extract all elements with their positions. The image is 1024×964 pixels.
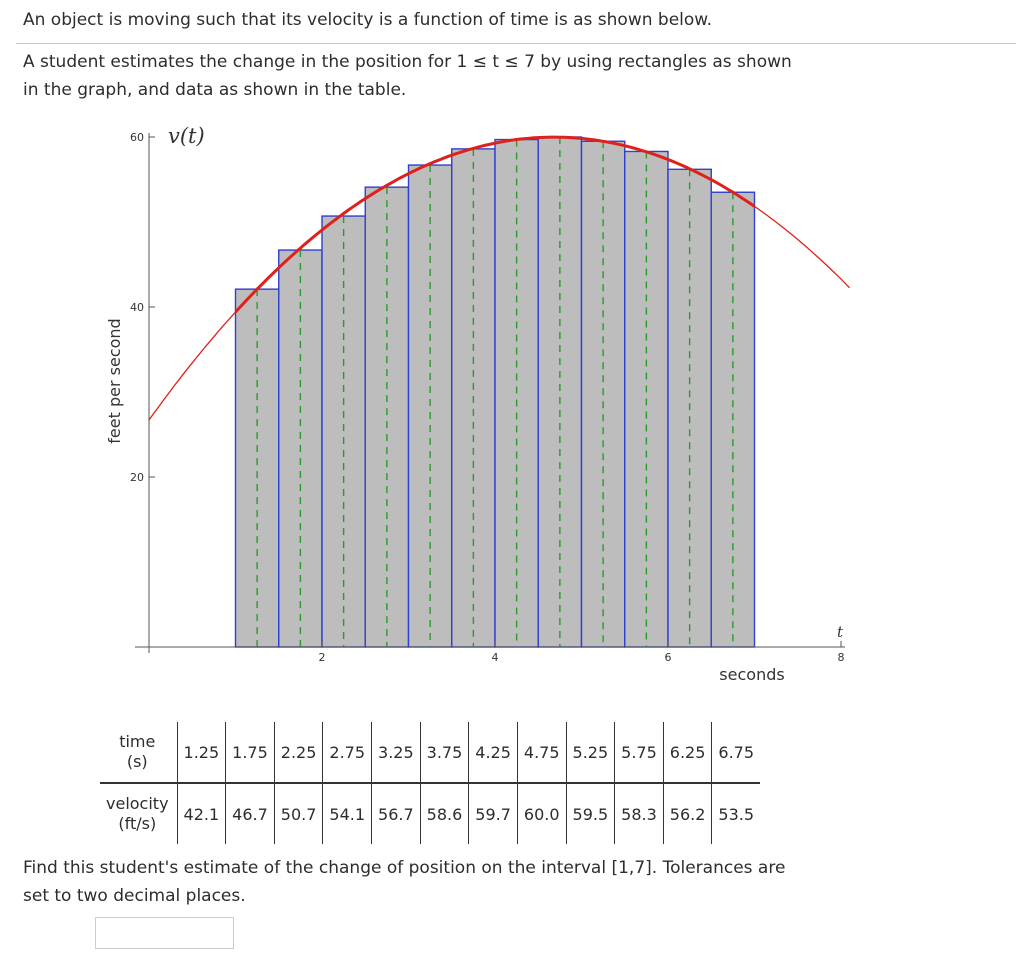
y-tick-label: 40	[130, 301, 144, 314]
y-axis-label: feet per second	[105, 318, 124, 444]
velocity-cell: 59.7	[469, 783, 518, 844]
x-tick-label: 4	[491, 651, 499, 664]
time-cell: 2.25	[274, 722, 323, 783]
velocity-cell: 50.7	[274, 783, 323, 844]
divider	[16, 43, 1016, 44]
velocity-cell: 56.2	[663, 783, 712, 844]
time-cell: 5.75	[615, 722, 664, 783]
x-tick-label: 8	[837, 651, 845, 664]
time-cell: 3.25	[372, 722, 421, 783]
y-tick-label: 60	[130, 131, 144, 144]
x-tick-label: 2	[318, 651, 326, 664]
velocity-cell: 58.6	[420, 783, 469, 844]
time-cell: 1.75	[226, 722, 275, 783]
velocity-unit: (ft/s)	[118, 814, 157, 833]
time-cell: 4.25	[469, 722, 518, 783]
time-cell: 2.75	[323, 722, 372, 783]
time-cell: 1.25	[177, 722, 226, 783]
velocity-cell: 46.7	[226, 783, 275, 844]
y-tick-label: 20	[130, 471, 144, 484]
time-cell: 6.75	[712, 722, 760, 783]
velocity-cell: 60.0	[517, 783, 566, 844]
problem-text-line-2: in the graph, and data as shown in the table.	[23, 80, 407, 100]
x-axis-label: seconds	[719, 665, 785, 684]
time-unit: (s)	[126, 752, 148, 771]
time-cell: 6.25	[663, 722, 712, 783]
prompt-text-line-2: set to two decimal places.	[23, 886, 246, 906]
time-cell: 4.75	[517, 722, 566, 783]
x-tick-label: 6	[664, 651, 672, 664]
data-table	[100, 722, 760, 844]
velocity-cell: 59.5	[566, 783, 615, 844]
intro-text: An object is moving such that its velocity is a function of time is as shown below.	[23, 10, 713, 30]
velocity-chart	[0, 115, 1024, 705]
x-axis-symbol: t	[836, 623, 844, 641]
velocity-row	[100, 783, 760, 844]
velocity-cell: 54.1	[323, 783, 372, 844]
velocity-row-header	[100, 783, 177, 844]
velocity-label: velocity	[106, 794, 169, 813]
time-row-header	[100, 722, 177, 783]
time-row	[100, 722, 760, 783]
time-cell: 5.25	[566, 722, 615, 783]
velocity-cell: 42.1	[177, 783, 226, 844]
function-label: v(t)	[168, 124, 205, 148]
problem-text-line-1: A student estimates the change in the position for 1 ≤ t ≤ 7 by using rectangles as shown	[23, 52, 792, 72]
velocity-cell: 58.3	[615, 783, 664, 844]
time-label: time	[119, 732, 156, 751]
prompt-text-line-1: Find this student's estimate of the change of position on the interval [1,7]. Tolerances are	[23, 858, 786, 878]
answer-input[interactable]	[95, 917, 234, 949]
rectangles-group	[236, 137, 755, 647]
velocity-cell: 56.7	[372, 783, 421, 844]
time-cell: 3.75	[420, 722, 469, 783]
velocity-cell: 53.5	[718, 804, 755, 824]
